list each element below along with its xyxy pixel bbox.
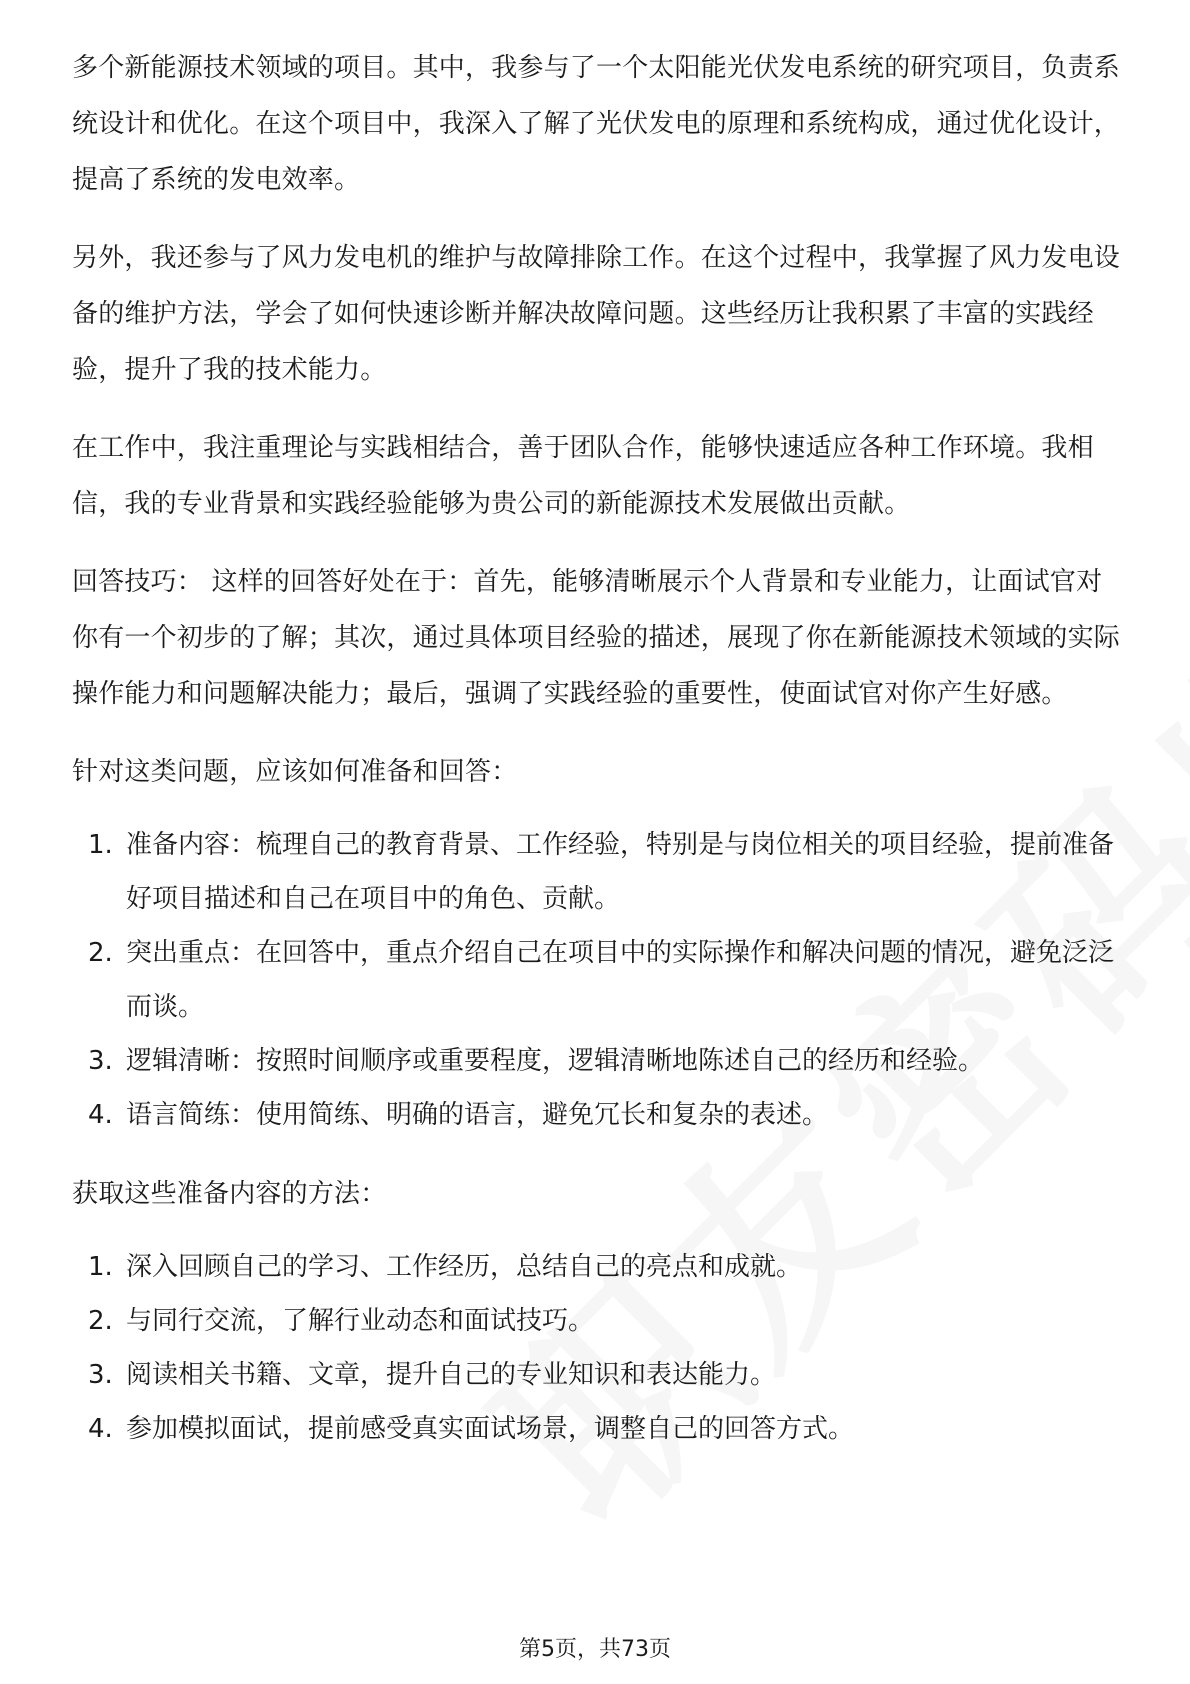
list-number: 1. — [88, 1252, 113, 1282]
page-number-footer: 第5页，共73页 — [519, 1637, 671, 1662]
list-number: 1. — [88, 830, 113, 860]
list-text: 语言简练：使用简练、明确的语言，避免冗长和复杂的表述。 — [126, 1100, 829, 1130]
list-text: 与同行交流，了解行业动态和面试技巧。 — [126, 1306, 595, 1336]
list-item — [72, 1240, 1122, 1294]
list-text: 阅读相关书籍、文章，提升自己的专业知识和表达能力。 — [126, 1360, 777, 1390]
paragraph-prepare-heading: 针对这类问题，应该如何准备和回答： — [72, 757, 518, 787]
list-number: 2. — [88, 1306, 113, 1336]
list-item — [72, 1294, 1122, 1348]
paragraph-work-attitude: 在工作中，我注重理论与实践相结合，善于团队合作，能够快速适应各种工作环境。我相信，我的专业背景和实践经验能够为贵公司的新能源技术发展做出贡献。 — [72, 433, 1094, 519]
list-item — [72, 1402, 1122, 1456]
list-item — [72, 818, 1122, 926]
list-number: 4. — [88, 1100, 113, 1130]
list-text: 深入回顾自己的学习、工作经历，总结自己的亮点和成就。 — [126, 1252, 803, 1282]
document-body — [72, 40, 1122, 1480]
list-number: 2. — [88, 938, 113, 968]
list-text: 逻辑清晰：按照时间顺序或重要程度，逻辑清晰地陈述自己的经历和经验。 — [126, 1046, 985, 1076]
list-text: 突出重点：在回答中，重点介绍自己在项目中的实际操作和解决问题的情况，避免泛泛而谈。 — [126, 938, 1115, 1022]
list-number: 3. — [88, 1046, 113, 1076]
paragraph-projects: 多个新能源技术领域的项目。其中，我参与了一个太阳能光伏发电系统的研究项目，负责系统设计和优化。在这个项目中，我深入了解了光伏发电的原理和系统构成，通过优化设计，提高了系统的发电效率。 — [72, 53, 1121, 195]
methods-list — [72, 1240, 1122, 1456]
prepare-list — [72, 818, 1122, 1142]
list-text: 准备内容：梳理自己的教育背景、工作经验，特别是与岗位相关的项目经验，提前准备好项目描述和自己在项目中的角色、贡献。 — [126, 830, 1115, 914]
paragraph-methods-heading: 获取这些准备内容的方法： — [72, 1179, 387, 1209]
paragraph-wind-power: 另外，我还参与了风力发电机的维护与故障排除工作。在这个过程中，我掌握了风力发电设备的维护方法，学会了如何快速诊断并解决故障问题。这些经历让我积累了丰富的实践经验，提升了我的技术能力。 — [72, 243, 1121, 385]
list-item — [72, 926, 1122, 1034]
paragraph-answer-tips: 回答技巧： 这样的回答好处在于：首先，能够清晰展示个人背景和专业能力，让面试官对你有一个初步的了解；其次，通过具体项目经验的描述，展现了你在新能源技术领域的实际操作能力和问题解决能力；最后，强调了实践经验的重要性，使面试官对你产生好感。 — [72, 567, 1121, 709]
list-number: 4. — [88, 1414, 113, 1444]
list-text: 参加模拟面试，提前感受真实面试场景，调整自己的回答方式。 — [126, 1414, 855, 1444]
list-item — [72, 1348, 1122, 1402]
list-number: 3. — [88, 1360, 113, 1390]
list-item — [72, 1088, 1122, 1142]
list-item — [72, 1034, 1122, 1088]
